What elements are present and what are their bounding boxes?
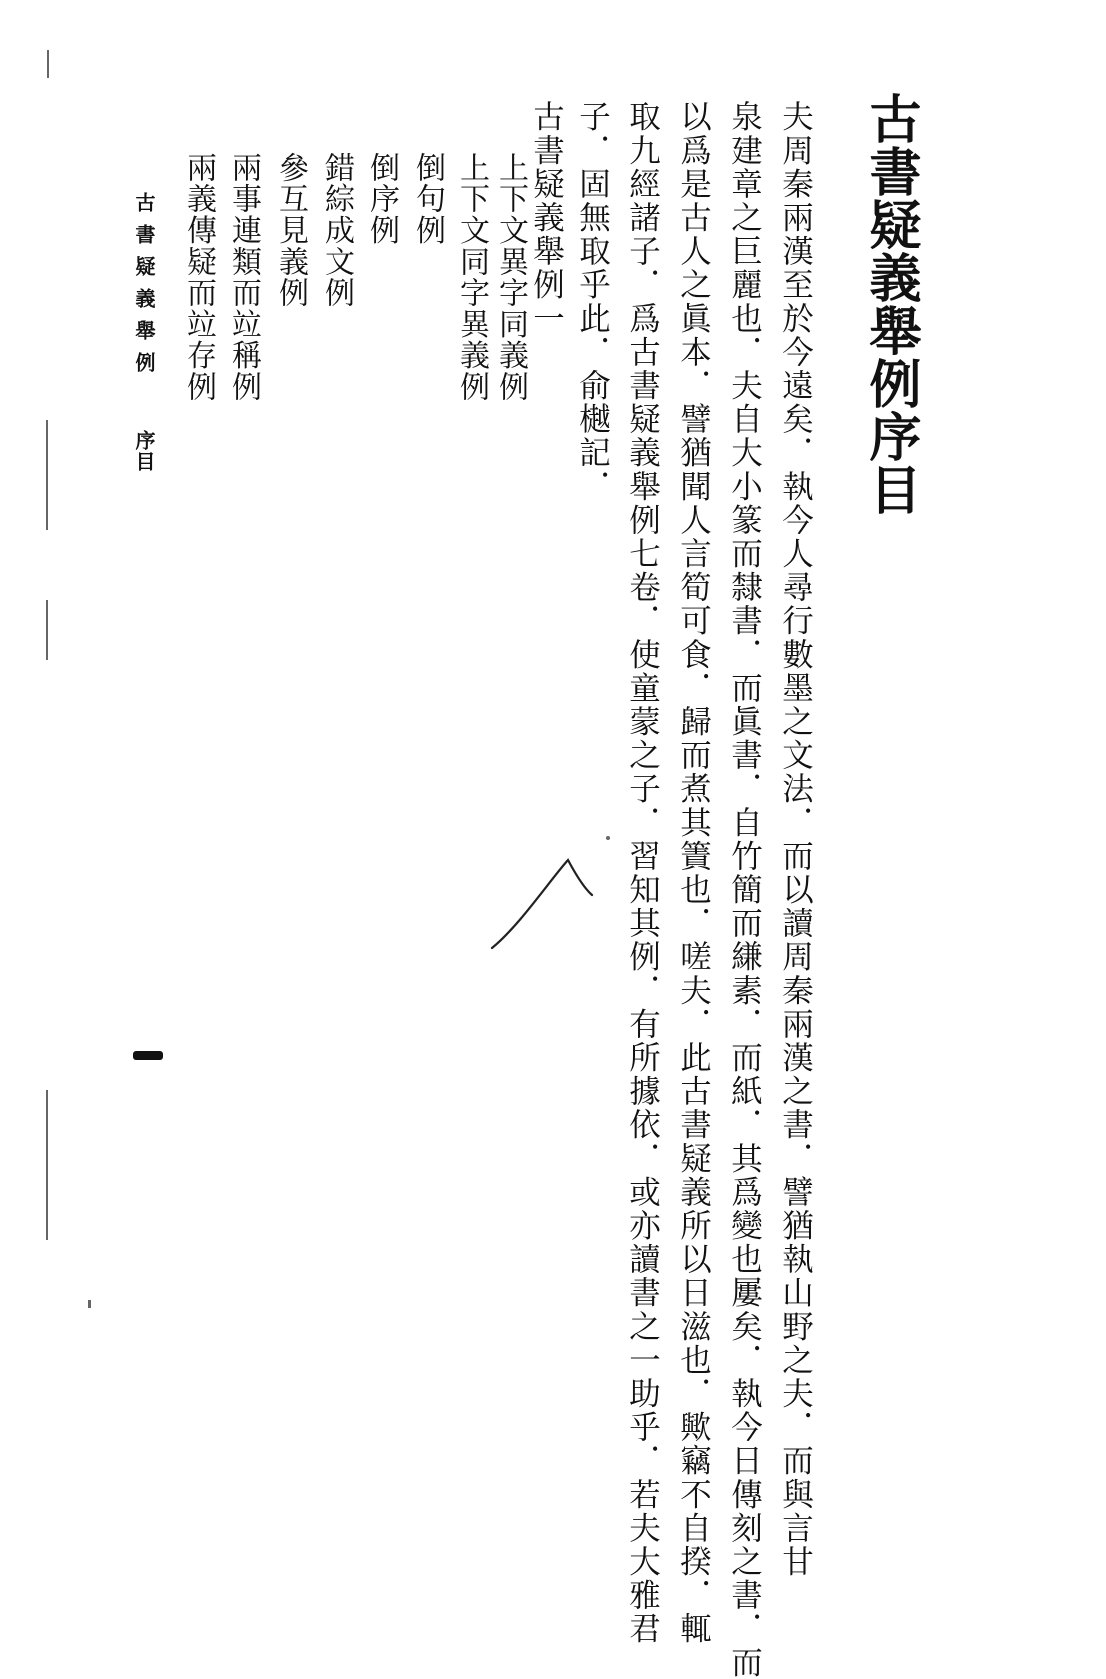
toc-entry: 上下文同字異義例	[454, 152, 489, 403]
scan-speck	[88, 1300, 91, 1308]
toc-entry: 倒序例	[364, 152, 399, 246]
toc-entry: 倒句例	[410, 152, 445, 246]
toc-entry: 參互見義例	[273, 152, 308, 309]
scan-speck	[606, 836, 610, 840]
toc-heading: 古書疑義舉例一	[528, 100, 565, 336]
margin-section-label: 序目	[132, 430, 156, 472]
toc-entry: 錯綜成文例	[319, 152, 354, 309]
pen-scratch-mark	[480, 850, 610, 960]
page-title: 古書疑義舉例序目	[860, 92, 921, 516]
preface-column-2: 泉建章之巨麗也．夫自大小篆而隸書．而眞書．自竹簡而縑素．而紙．其爲變也屢矣．執今日傳刻之書．而	[726, 100, 763, 1679]
preface-column-1: 夫周秦兩漢至於今遠矣．執今人尋行數墨之文法．而以讀周秦兩漢之書．譬猶執山野之夫．而與言甘	[777, 100, 814, 1579]
margin-book-title: 古書疑義舉例	[132, 192, 156, 384]
toc-entry: 上下文異字同義例	[493, 152, 528, 403]
scan-speck	[46, 600, 48, 660]
scan-speck	[47, 50, 49, 78]
preface-column-4: 取九經諸子．爲古書疑義舉例七卷．使童蒙之子．習知其例．有所據依．或亦讀書之一助乎．若夫大雅君	[624, 100, 661, 1646]
scan-speck	[46, 420, 48, 530]
scan-speck	[46, 1090, 48, 1240]
page-number-mark	[133, 1051, 163, 1060]
preface-column-3: 以爲是古人之眞本．譬猶聞人言筍可食．歸而煮其簀也．嗟夫．此古書疑義所以日滋也．歟竊不自揆．輒	[675, 100, 712, 1646]
toc-entry: 兩義傳疑而竝存例	[181, 152, 216, 403]
toc-entry: 兩事連類而竝稱例	[226, 152, 261, 403]
preface-column-5: 子．固無取乎此．俞樾記．	[574, 100, 611, 504]
